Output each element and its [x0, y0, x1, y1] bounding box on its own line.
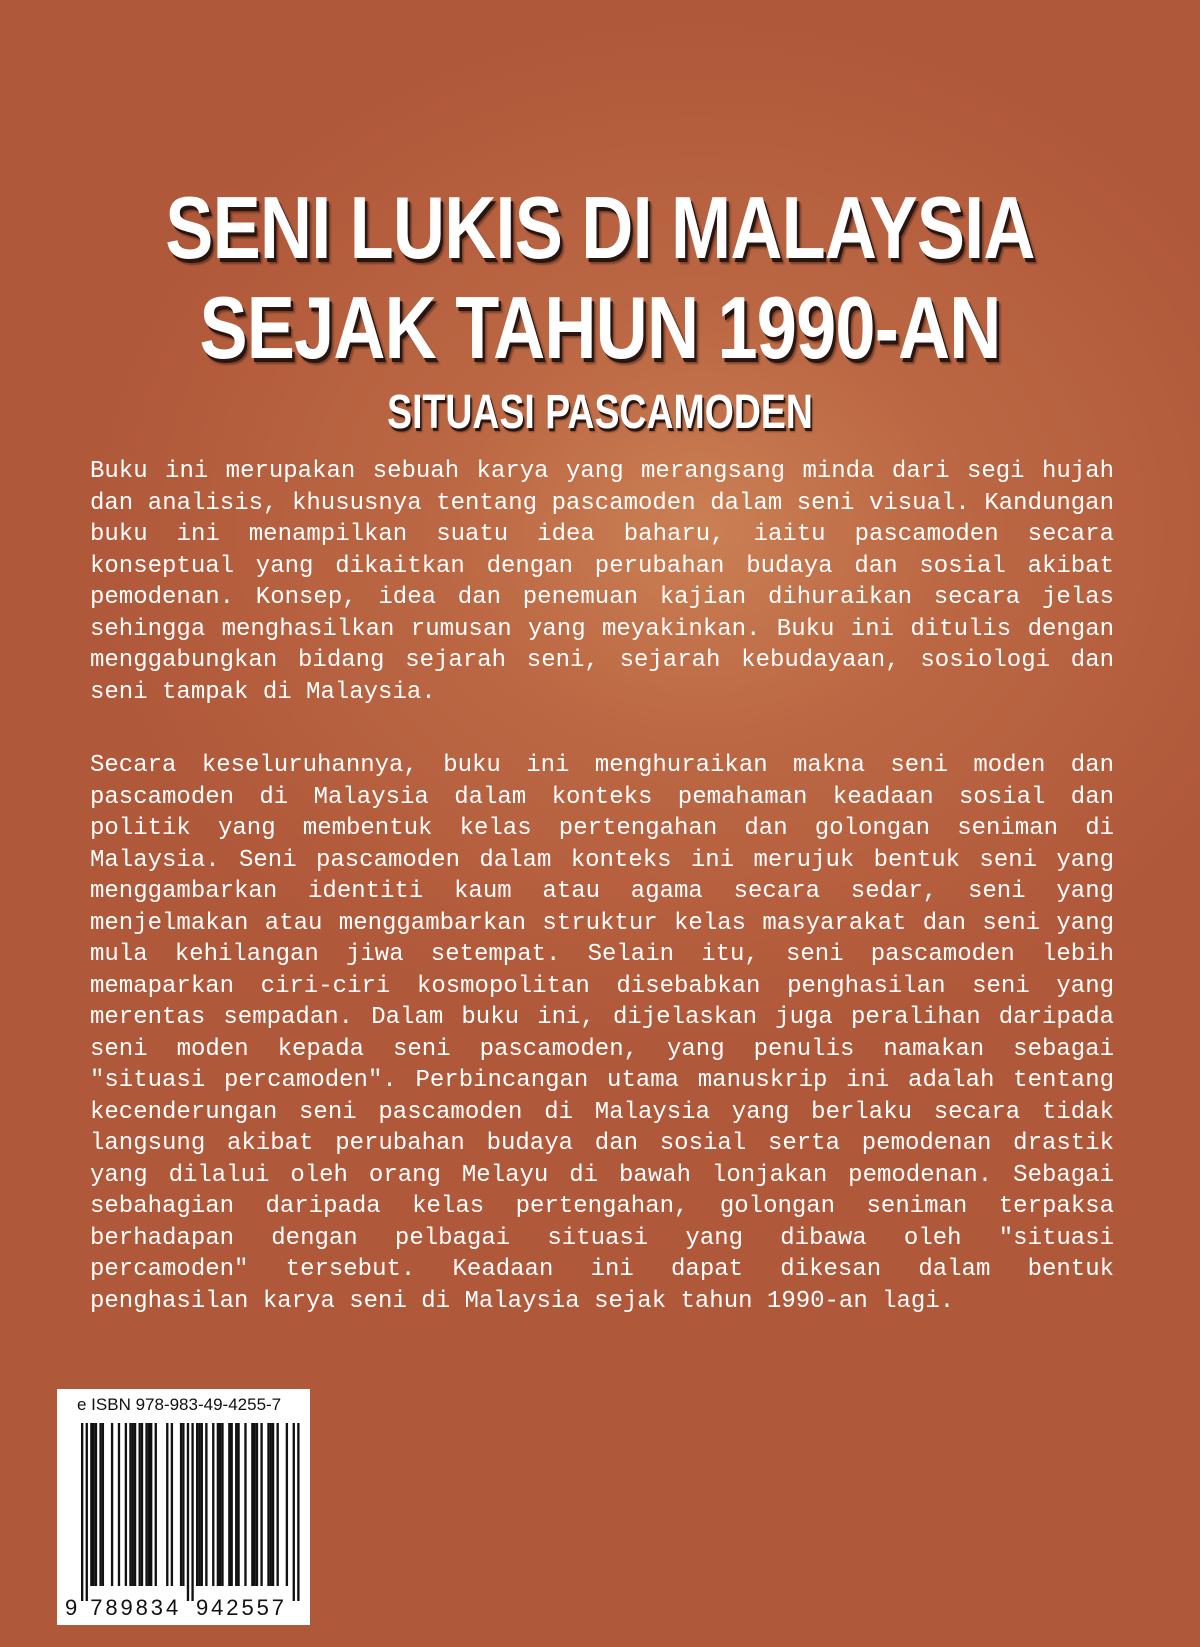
barcode-bar [148, 1423, 150, 1586]
barcode-bar [166, 1423, 168, 1586]
barcode-bar [99, 1423, 101, 1586]
barcode-digit-first: 9 [65, 1595, 78, 1620]
barcode-bar [237, 1423, 239, 1586]
barcode-bar [270, 1423, 272, 1586]
barcode-bar [201, 1423, 203, 1586]
barcode-bar [191, 1423, 193, 1601]
barcode-bar [228, 1423, 230, 1586]
barcode-bar [272, 1423, 274, 1586]
barcode-bar [231, 1423, 233, 1586]
barcode-bar [145, 1423, 147, 1586]
barcode-bar [134, 1423, 136, 1586]
barcode-bar [219, 1423, 221, 1586]
barcode-bar [93, 1423, 95, 1586]
barcode-bar [95, 1423, 97, 1586]
barcode-bar [254, 1423, 256, 1586]
barcode-bar [118, 1423, 120, 1586]
barcode-bar [260, 1423, 262, 1586]
subtitle: SITUASI PASCAMODEN [387, 386, 813, 439]
barcode-bar [132, 1423, 134, 1586]
barcode-bar [141, 1423, 143, 1586]
barcode-bar [129, 1423, 131, 1586]
barcode-bar [251, 1423, 253, 1586]
blurb-paragraph-1: Buku ini merupakan sebuah karya yang merangsang minda dari segi hujah dan analisis, khususnya tentang pascamoden dalam seni visual. Kandungan buku ini menampilkan suatu idea baharu, iaitu pascamoden secara konseptual yang dikaitkan dengan perubahan budaya dan sosial akibat pemodenan. Konsep, idea dan penemuan kajian dihuraikan secara jelas sehingga menghasilkan rumusan yang meyakinkan. Buku ini ditulis dengan menggabungkan bidang sejarah seni, sejarah kebudayaan, sosiologi dan seni tampak di Malaysia. [90, 458, 1114, 706]
blurb-paragraph-2: Secara keseluruhannya, buku ini menghuraikan makna seni moden dan pascamoden di Malaysia dalam konteks pemahaman keadaan sosial dan politik yang membentuk kelas pertengahan dan golongan seniman di Malaysia. Seni pascamoden dalam konteks ini merujuk bentuk seni yang menggambarkan identiti kaum atau agama secara sedar, seni yang menjelmakan atau menggambarkan struktur kelas masyarakat dan seni yang mula kehilangan jiwa setempat. Selain itu, seni pascamoden lebih memaparkan ciri-ciri kosmopolitan disebabkan penghasilan seni yang merentas sempadan. Dalam buku ini, dijelaskan juga peralihan daripada seni moden kepada seni pascamoden, yang penulis namakan sebagai "situasi percamoden". Perbincangan utama manuskrip ini adalah tentang kecenderungan seni pascamoden di Malaysia yang berlaku secara tidak langsung akibat perubahan budaya dan sosial serta pemodenan drastik yang dilalui oleh orang Melayu di bawah lonjakan pemodenan. Sebagai sebahagian daripada kelas pertengahan, golongan seniman terpaksa berhadapan dengan pelbagai situasi yang dibawa oleh "situasi percamoden" tersebut. Keadaan ini dapat dikesan dalam bentuk penghasilan karya seni di Malaysia sejak tahun 1990-an lagi. [90, 752, 1114, 1315]
barcode-bar [212, 1423, 214, 1586]
barcode-bar [217, 1423, 219, 1586]
barcode-bar [180, 1423, 182, 1586]
barcode-digits-left: 789834 [90, 1595, 179, 1620]
barcode-bar [187, 1423, 189, 1601]
barcode-bar [198, 1423, 200, 1586]
barcode-bar [293, 1423, 295, 1601]
barcode-bar [221, 1423, 223, 1586]
barcode-bar [90, 1423, 92, 1586]
barcode-bar [150, 1423, 152, 1586]
barcode-bar [86, 1423, 88, 1601]
barcode-bar [102, 1423, 104, 1586]
barcode-bar [205, 1423, 207, 1586]
isbn-barcode [57, 1389, 310, 1625]
barcode-bar [125, 1423, 127, 1586]
barcode-digits-right: 942557 [196, 1595, 284, 1620]
barcode-image [57, 1389, 310, 1625]
isbn-label: e ISBN 978-983-49-4255-7 [77, 1395, 282, 1414]
barcode-bar [182, 1423, 184, 1586]
barcode-bar [297, 1423, 299, 1601]
barcode-bar [256, 1423, 258, 1586]
barcode-bar [155, 1423, 157, 1586]
barcode-bar [277, 1423, 279, 1586]
barcode-bar [81, 1423, 83, 1601]
barcode-bar [139, 1423, 141, 1586]
barcode-bar [244, 1423, 246, 1586]
barcode-bar [267, 1423, 269, 1586]
title-line-1: SENI LUKIS DI MALAYSIA [165, 178, 1035, 277]
title-line-2: SEJAK TAHUN 1990-AN [199, 278, 1001, 377]
barcode-bar [111, 1423, 113, 1586]
barcode-bar [286, 1423, 288, 1586]
barcode-bar [171, 1423, 173, 1586]
barcode-bar [196, 1423, 198, 1586]
barcode-bar [235, 1423, 237, 1586]
